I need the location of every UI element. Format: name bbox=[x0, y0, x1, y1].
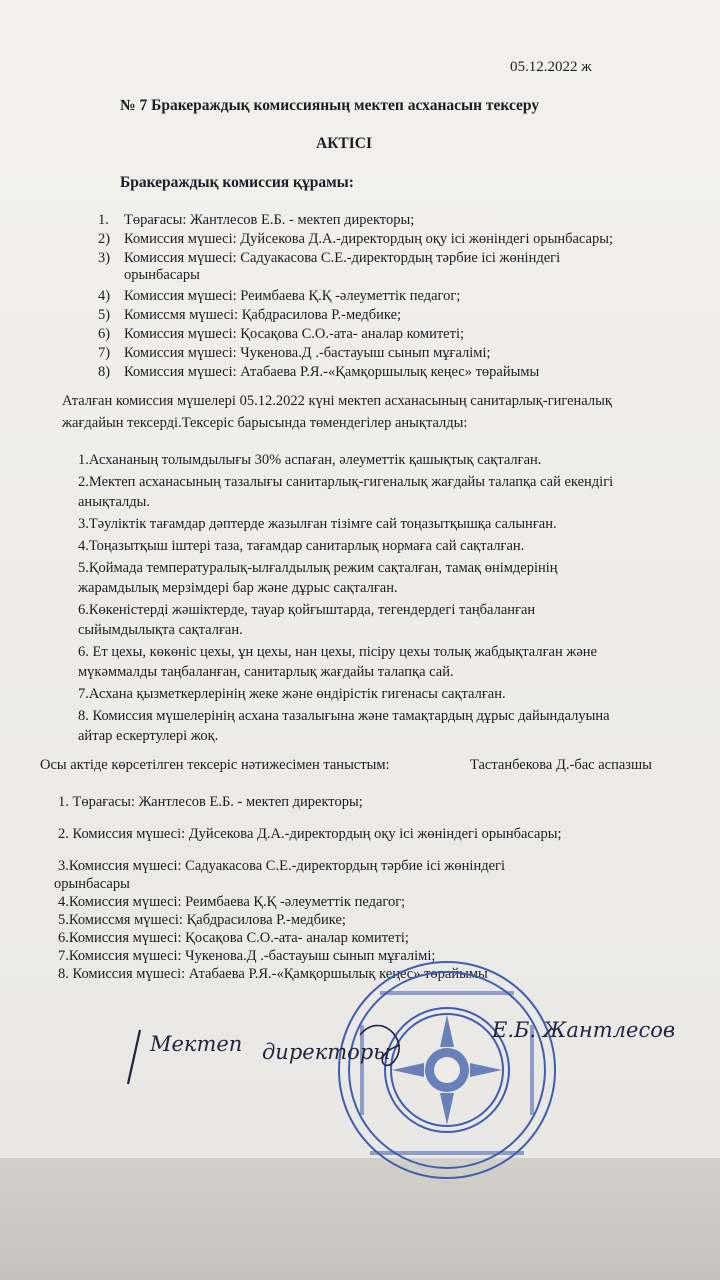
summary-item: 7.Комиссия мүшесі: Чукенова.Д .-бастауыш сынып мұғалімі; bbox=[58, 948, 436, 964]
finding-item-continuation: мүкәммалды таңбаланған, санитарлық жағдайы талапқа сай. bbox=[78, 664, 454, 680]
intro-paragraph-line1: Аталған комиссия мүшелері 05.12.2022 күні мектеп асханасының санитарлық-гигеналық bbox=[62, 393, 612, 409]
summary-item: 1. Төрағасы: Жантлесов Е.Б. - мектеп директоры; bbox=[58, 794, 363, 810]
summary-item-continuation: орынбасары bbox=[54, 876, 130, 892]
signature-text-3: Е.Б. Жантлесов bbox=[492, 1018, 676, 1042]
finding-item-continuation: айтар ескертулері жоқ. bbox=[78, 728, 219, 744]
finding-item-continuation: анықталды. bbox=[78, 494, 151, 510]
intro-paragraph-line2: жағдайын тексерді.Тексеріс барысында төмендегілер анықталды: bbox=[62, 415, 468, 431]
signature-text-2: директоры bbox=[262, 1040, 391, 1064]
official-stamp bbox=[332, 955, 562, 1185]
document-date: 05.12.2022 ж bbox=[510, 59, 592, 75]
finding-item: 1.Асхананың толымдылығы 30% аспаған, әлеуметтік қашықтық сақталған. bbox=[78, 452, 542, 468]
acknowledgement-text: Осы актіде көрсетілген тексеріс нәтижесімен таныстым: bbox=[40, 757, 390, 773]
finding-item-continuation: сыйымдылықта сақталған. bbox=[78, 622, 243, 638]
document-title: № 7 Бракераждық комиссияның мектеп асханасын тексеру bbox=[120, 97, 540, 114]
members-list: 1. Төрағасы: Жантлесов Е.Б. - мектеп директоры; 2) Комиссия мүшесі: Дуйсекова Д.А.-директордың оқу ісі жөніндегі орынбасары; 3) Комиссия мүшесі: Садуакасова С.Е.-директордың тәрбие ісі жөніндегі орынбасары 4) Комиссия мүшесі: Реимбаева Қ.Қ -әлеуметтік педагог; 5) Комиссмя мүшесі: Қабдрасилова Р.-медбике; 6) Комиссия мүшесі: Қосақова С.О.-ата- аналар комитеті; 7) Комиссия мүшесі: Чукенова.Д .-бастауыш сынып мұғалімі; 8) Комиссия мүшесі: Атабаева Р.Я.-«Қамқоршылық кеңес» төрайымы bbox=[98, 212, 613, 380]
finding-item: 6. Ет цехы, көкөніс цехы, ұн цехы, нан цехы, пісіру цехы толық жабдықталған және bbox=[78, 644, 597, 660]
summary-item: 8. Комиссия мүшесі: Атабаева Р.Я.-«Қамқоршылық кеңес» төрайымы bbox=[58, 966, 488, 982]
acknowledgement-name: Тастанбекова Д.-бас аспазшы bbox=[470, 757, 652, 773]
finding-item: 7.Асхана қызметкерлерінің жеке және өндірістік гигенасы сақталған. bbox=[78, 686, 506, 702]
finding-item: 8. Комиссия мүшелерінің асхана тазалығына және тамақтардың дұрыс дайындалуына bbox=[78, 708, 610, 724]
finding-item-continuation: жарамдылық мерзімдері бар және дұрыс сақталған. bbox=[78, 580, 398, 596]
finding-item: 3.Тәуліктік тағамдар дәптерде жазылған тізімге сай тоңазытқышқа салынған. bbox=[78, 516, 557, 532]
signature-text-1: Мектеп bbox=[150, 1032, 243, 1056]
finding-item: 4.Тоңазытқыш іштері таза, тағамдар санитарлық нормаға сай сақталған. bbox=[78, 538, 525, 554]
finding-item: 5.Қоймада температуралық-ылғалдылық режим сақталған, тамақ өнімдерінің bbox=[78, 560, 558, 576]
summary-item: 2. Комиссия мүшесі: Дуйсекова Д.А.-директордың оқу ісі жөніндегі орынбасары; bbox=[58, 826, 562, 842]
summary-item: 4.Комиссия мүшесі: Реимбаева Қ.Қ -әлеуметтік педагог; bbox=[58, 894, 406, 910]
summary-item: 3.Комиссия мүшесі: Садуакасова С.Е.-директордың тәрбие ісі жөніндегі bbox=[58, 858, 505, 874]
document-subtitle: АКТІСІ bbox=[316, 135, 373, 152]
finding-item: 2.Мектеп асханасының тазалығы санитарлық-гигеналық жағдайы талапқа сай екендігі bbox=[78, 474, 614, 490]
members-heading: Бракераждық комиссия құрамы: bbox=[120, 174, 354, 191]
finding-item: 6.Көкеністерді жәшіктерде, тауар қойғыштарда, тегендердегі таңбаланған bbox=[78, 602, 536, 618]
stamp-emblem-icon bbox=[392, 1015, 502, 1125]
summary-item: 5.Комиссмя мүшесі: Қабдрасилова Р.-медбике; bbox=[58, 912, 346, 928]
summary-item: 6.Комиссия мүшесі: Қосақова С.О.-ата- аналар комитеті; bbox=[58, 930, 409, 946]
